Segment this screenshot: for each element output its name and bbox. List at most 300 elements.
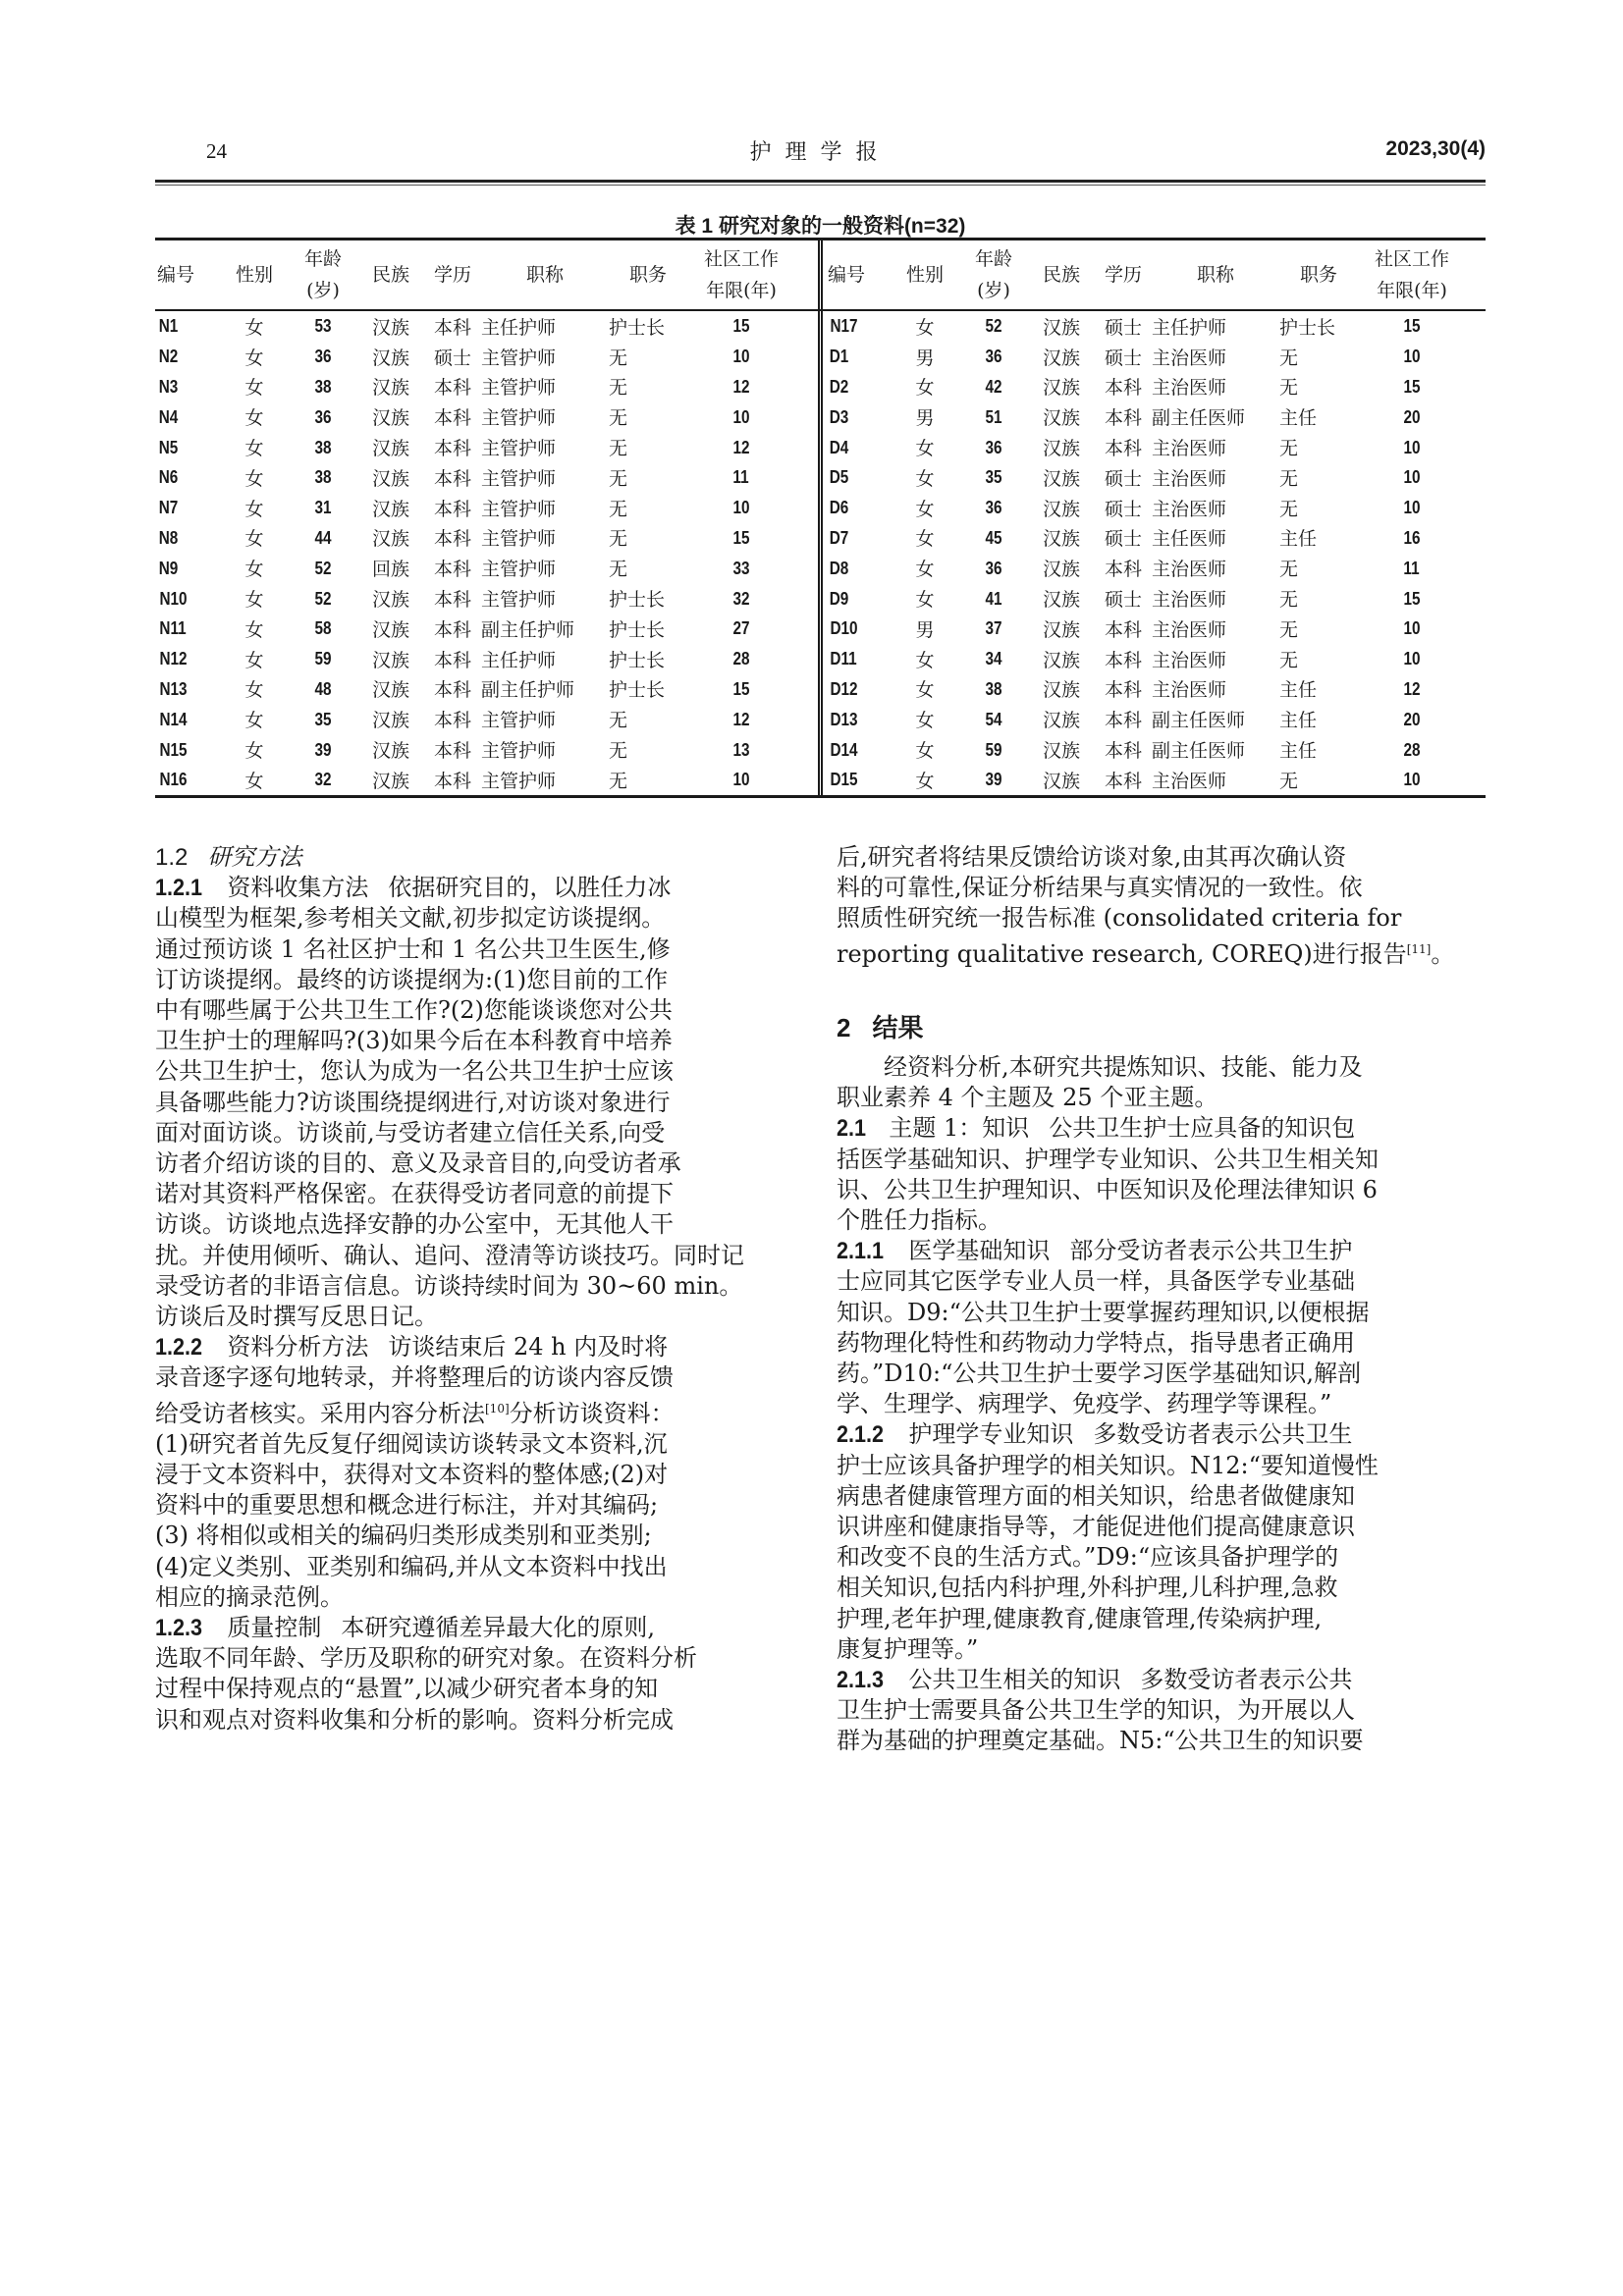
table-row <box>155 644 820 674</box>
table-cell <box>155 527 220 549</box>
table-cell: 主管护师 <box>481 559 557 581</box>
table-cell: 主任 <box>1279 679 1318 702</box>
paragraph-text: 依据研究目的，以胜任力冰 <box>388 874 672 902</box>
table-cell: 主管护师 <box>481 589 557 612</box>
cell-number: 38 <box>314 437 332 457</box>
table-cell <box>820 406 891 428</box>
table-cell: 无 <box>609 770 628 792</box>
column-header <box>959 243 1028 306</box>
table-cell <box>687 769 795 790</box>
text-line: 扰。并使用倾听、确认、追问、澄清等访谈技巧。同时记 <box>155 1241 744 1269</box>
table-row <box>820 553 1485 583</box>
table-cell <box>1358 678 1466 700</box>
table-cell: 本科 <box>1104 559 1142 581</box>
table-cell <box>687 497 795 518</box>
cell-number: D14 <box>830 739 858 760</box>
table-cell <box>1358 558 1466 579</box>
cell-number: 38 <box>314 376 332 397</box>
table-cell <box>959 678 1028 700</box>
cell-number: 15 <box>732 678 750 699</box>
table-header-right <box>820 240 1485 309</box>
text-line: 后,研究者将结果反馈给访谈对象,由其再次确认资 <box>837 843 1347 871</box>
cell-number: 45 <box>985 527 1002 548</box>
cell-number: 54 <box>985 709 1002 729</box>
cell-number: N8 <box>158 527 179 548</box>
table-cell: 主治医师 <box>1152 649 1227 671</box>
cell-number: 12 <box>1403 678 1421 699</box>
table-cell <box>155 709 220 730</box>
cell-number: 10 <box>1403 618 1421 639</box>
table-cell: 汉族 <box>371 710 409 732</box>
table-cell: 女 <box>244 438 264 460</box>
table-cell <box>1358 617 1466 639</box>
cell-number: 42 <box>985 376 1002 397</box>
header-line: 年限(年) <box>1377 280 1447 301</box>
text-line: 识讲座和健康指导等，才能促进他们提高健康意识 <box>837 1513 1355 1541</box>
table-cell: 女 <box>915 770 935 792</box>
cell-number: 32 <box>732 588 750 609</box>
text-line: 括医学基础知识、护理学专业知识、公共卫生相关知 <box>837 1145 1379 1173</box>
section-2-1-number: 2.1 <box>837 1115 867 1143</box>
cell-number: 10 <box>1403 347 1421 367</box>
table-cell: 无 <box>609 438 628 460</box>
table-cell: 无 <box>1279 589 1299 612</box>
table-cell: 汉族 <box>371 589 409 612</box>
table-cell <box>1358 315 1466 337</box>
table-center-divider <box>818 240 823 309</box>
column-header: 编号 <box>828 264 866 286</box>
cell-number: 15 <box>732 527 750 548</box>
table-cell: 女 <box>915 710 935 732</box>
table-row <box>155 342 820 372</box>
text-line: 给受访者核实。采用内容分析法[10]分析访谈资料： <box>155 1399 675 1427</box>
citation: [11] <box>1406 941 1432 956</box>
cell-number: 15 <box>1403 376 1421 397</box>
text-line: 公共卫生护士，您认为成为一名公共卫生护士应该 <box>155 1057 674 1086</box>
table-row <box>155 311 820 342</box>
cell-number: 15 <box>1403 588 1421 609</box>
table-cell: 主管护师 <box>481 438 557 460</box>
table-cell <box>820 588 891 610</box>
table-cell: 无 <box>609 710 628 732</box>
table-cell: 副主任护师 <box>481 618 575 641</box>
table-row <box>820 583 1485 614</box>
text-line: 具备哪些能力?访谈围绕提纲进行,对访谈对象进行 <box>155 1088 671 1116</box>
cell-number: N1 <box>158 316 179 337</box>
table-cell: 护士长 <box>609 618 666 641</box>
text-line: 面对面访谈。访谈前,与受访者建立信任关系,向受 <box>155 1118 666 1147</box>
table-cell: 无 <box>1279 498 1299 520</box>
table-cell: 本科 <box>433 740 471 763</box>
column-header: 编号 <box>157 264 195 286</box>
text-line: 识和观点对资料收集和分析的影响。资料分析完成 <box>155 1705 674 1734</box>
table-cell: 本科 <box>433 316 471 339</box>
cell-number: N2 <box>158 347 179 367</box>
column-header: 职称 <box>525 264 564 286</box>
cell-number: N16 <box>159 770 188 790</box>
table-cell: 主管护师 <box>481 498 557 520</box>
table-cell <box>687 588 795 610</box>
table-cell: 主任护师 <box>1152 316 1227 339</box>
paragraph-text: 访谈结束后 24 h 内及时将 <box>388 1333 669 1362</box>
cell-number: 33 <box>732 558 750 578</box>
column-header: 性别 <box>235 264 273 286</box>
table-row <box>155 553 820 583</box>
cell-number: N17 <box>830 316 858 337</box>
table-cell: 无 <box>1279 649 1299 671</box>
table-cell <box>289 497 357 518</box>
cell-number: 36 <box>314 406 332 427</box>
cell-number: 39 <box>985 770 1002 790</box>
text-line: reporting qualitative research, COREQ)进行报告[11]。 <box>837 939 1455 968</box>
header-row <box>820 240 1485 309</box>
text-line: 学、生理学、病理学、免疫学、药理学等课程。” <box>837 1390 1332 1418</box>
text-line: 药物理化特性和药物动力学特点，指导患者正确用 <box>837 1328 1355 1357</box>
table-cell: 主治医师 <box>1152 770 1227 792</box>
table-cell: 汉族 <box>371 467 409 490</box>
cell-number: 59 <box>314 649 332 669</box>
section-1-2-1 <box>155 873 791 903</box>
table-cell: 汉族 <box>371 347 409 369</box>
cell-number: 11 <box>732 467 750 488</box>
table-cell: 汉族 <box>1042 740 1080 763</box>
table-cell: 本科 <box>433 649 471 671</box>
table-cell <box>959 617 1028 639</box>
table-cell <box>1358 527 1466 549</box>
section-1-2-2-title: 资料分析方法 <box>227 1333 369 1362</box>
table-cell: 本科 <box>433 589 471 612</box>
section-2-1-1 <box>837 1236 1473 1266</box>
header-line: 社区工作 <box>1374 248 1449 270</box>
table-cell: 女 <box>915 377 935 400</box>
table-cell <box>155 466 220 488</box>
column-header <box>687 243 795 306</box>
table-cell: 本科 <box>433 679 471 702</box>
table-cell <box>820 315 891 337</box>
table-cell: 汉族 <box>1042 467 1080 490</box>
table-cell <box>289 315 357 337</box>
text-line: 过程中保持观点的“悬置”,以减少研究者本身的知 <box>155 1675 659 1703</box>
table-cell: 无 <box>609 559 628 581</box>
table-cell <box>959 558 1028 579</box>
cell-number: 44 <box>314 527 332 548</box>
table-cell: 女 <box>915 528 935 551</box>
cell-number: 38 <box>985 678 1002 699</box>
table-cell: 汉族 <box>1042 770 1080 792</box>
section-2-1-3-number: 2.1.3 <box>837 1667 885 1694</box>
table-cell <box>289 648 357 669</box>
table-cell <box>687 739 795 761</box>
table-cell <box>1358 739 1466 761</box>
table-cell <box>289 406 357 428</box>
table-row <box>820 372 1485 402</box>
cell-number: N14 <box>159 709 188 729</box>
table-row <box>820 493 1485 523</box>
text-line: 订访谈提纲。最终的访谈提纲为:(1)您目前的工作 <box>155 965 669 993</box>
header-line: 年限(年) <box>706 280 777 301</box>
table-cell <box>1358 709 1466 730</box>
table-cell <box>289 466 357 488</box>
table-cell: 副主任医师 <box>1152 407 1246 430</box>
text-line: 康复护理等。” <box>837 1634 979 1663</box>
table-body-right <box>820 311 1485 795</box>
table-cell <box>155 769 220 790</box>
table-cell: 女 <box>915 740 935 763</box>
text-line: 经资料分析,本研究共提炼知识、技能、能力及 <box>884 1053 1363 1082</box>
table-cell: 无 <box>1279 438 1299 460</box>
table-cell <box>820 558 891 579</box>
table-cell: 主管护师 <box>481 710 557 732</box>
table-cell <box>820 437 891 458</box>
table-cell: 汉族 <box>371 618 409 641</box>
table-cell <box>820 648 891 669</box>
text-line: 知识。D9:“公共卫生护士要掌握药理知识,以便根据 <box>837 1298 1370 1326</box>
cell-number: 12 <box>732 709 750 729</box>
table-row <box>820 462 1485 493</box>
table-cell <box>959 376 1028 398</box>
table-row <box>155 432 820 462</box>
table-cell <box>687 315 795 337</box>
cell-number: N4 <box>158 406 179 427</box>
table-cell <box>820 527 891 549</box>
column-header: 性别 <box>905 264 944 286</box>
issue-info: 2023,30(4) <box>1385 137 1486 160</box>
table-cell: 本科 <box>433 710 471 732</box>
section-1-2-1-number: 1.2.1 <box>155 875 203 902</box>
section-1-2 <box>155 842 791 873</box>
table-cell: 女 <box>244 528 264 551</box>
table-cell: 汉族 <box>1042 316 1080 339</box>
cell-number: 36 <box>985 498 1002 518</box>
table-row <box>820 704 1485 734</box>
header-line: 年龄 <box>974 248 1012 270</box>
cell-number: 10 <box>1403 467 1421 488</box>
cell-number: D1 <box>829 347 849 367</box>
table-cell: 硕士 <box>1104 528 1142 551</box>
table-cell: 汉族 <box>1042 559 1080 581</box>
table-cell: 无 <box>609 467 628 490</box>
table-cell <box>1358 497 1466 518</box>
table-row <box>820 342 1485 372</box>
cell-number: 12 <box>732 437 750 457</box>
table-cell <box>820 769 891 790</box>
table-cell: 主管护师 <box>481 528 557 551</box>
table-cell <box>820 617 891 639</box>
demographics-table <box>155 238 1486 798</box>
column-header: 职务 <box>1299 264 1337 286</box>
cell-number: D2 <box>829 376 849 397</box>
table-cell <box>1358 346 1466 367</box>
table-cell: 主任护师 <box>481 649 557 671</box>
header-line: 社区工作 <box>703 248 779 270</box>
table-cell <box>959 406 1028 428</box>
table-cell: 女 <box>244 407 264 430</box>
cell-number: D11 <box>830 649 857 669</box>
table-cell <box>687 346 795 367</box>
cell-number: 34 <box>985 649 1002 669</box>
table-cell: 本科 <box>433 467 471 490</box>
text-line: 药。”D10:“公共卫生护士要学习医学基础知识,解剖 <box>837 1360 1362 1388</box>
table-cell: 无 <box>609 347 628 369</box>
table-cell: 男 <box>915 618 935 641</box>
table-cell: 护士长 <box>1279 316 1336 339</box>
cell-number: 32 <box>314 770 332 790</box>
left-column <box>155 842 791 1735</box>
section-number: 2 <box>837 1012 851 1042</box>
table-body-left <box>155 311 820 795</box>
column-header <box>289 243 357 306</box>
cell-number: 38 <box>314 467 332 488</box>
table-cell <box>687 558 795 579</box>
table-cell <box>289 588 357 610</box>
table-cell: 无 <box>1279 770 1299 792</box>
table-cell: 硕士 <box>1104 467 1142 490</box>
cell-number: 36 <box>985 558 1002 578</box>
cell-number: D10 <box>830 618 858 639</box>
cell-number: 41 <box>985 588 1002 609</box>
table-cell: 女 <box>244 377 264 400</box>
table-cell: 本科 <box>1104 407 1142 430</box>
table-cell: 护士长 <box>609 589 666 612</box>
table-cell: 女 <box>915 649 935 671</box>
text-line: 诺对其资料严格保密。在获得受访者同意的前提下 <box>155 1180 674 1208</box>
table-cell: 汉族 <box>1042 438 1080 460</box>
table-cell <box>687 376 795 398</box>
table-cell <box>289 437 357 458</box>
section-2-1-1-number: 2.1.1 <box>837 1238 885 1265</box>
table-cell: 主治医师 <box>1152 679 1227 702</box>
cell-number: 10 <box>1403 498 1421 518</box>
cell-number: N10 <box>159 588 188 609</box>
cell-number: N13 <box>159 678 188 699</box>
cell-number: 20 <box>1403 406 1421 427</box>
table-cell: 女 <box>244 316 264 339</box>
section-1-2-3-title: 质量控制 <box>227 1614 322 1642</box>
table-cell: 汉族 <box>371 377 409 400</box>
table-cell: 汉族 <box>371 740 409 763</box>
table-cell <box>959 648 1028 669</box>
cell-number: 28 <box>1403 739 1421 760</box>
table-row <box>155 583 820 614</box>
table-cell: 女 <box>244 589 264 612</box>
table-cell: 主管护师 <box>481 467 557 490</box>
table-cell: 主任 <box>1279 528 1318 551</box>
text-line: 中有哪些属于公共卫生工作?(2)您能谈谈您对公共 <box>155 996 673 1025</box>
table-cell: 主任 <box>1279 740 1318 763</box>
table-cell: 护士长 <box>609 316 666 339</box>
table-cell: 女 <box>244 347 264 369</box>
table-cell: 硕士 <box>1104 347 1142 369</box>
table-cell <box>820 346 891 367</box>
table-cell: 主任医师 <box>1152 528 1227 551</box>
paragraph-text: 部分受访者表示公共卫生护 <box>1069 1237 1353 1265</box>
cell-number: 58 <box>314 618 332 639</box>
table-cell <box>959 437 1028 458</box>
table-cell <box>155 678 220 700</box>
table-cell <box>155 739 220 761</box>
section-2-1-1-title: 医学基础知识 <box>908 1237 1051 1265</box>
table-cell: 本科 <box>1104 438 1142 460</box>
cell-number: 37 <box>985 618 1002 639</box>
table-cell <box>289 617 357 639</box>
table-row <box>155 704 820 734</box>
column-header <box>1358 243 1466 306</box>
cell-number: 35 <box>985 467 1002 488</box>
table-cell: 女 <box>244 770 264 792</box>
table-cell: 护士长 <box>609 649 666 671</box>
table-cell: 汉族 <box>1042 407 1080 430</box>
text-line: 护士应该具备护理学的相关知识。N12:“要知道慢性 <box>837 1451 1379 1479</box>
cell-number: N3 <box>158 376 179 397</box>
header-line: (岁) <box>977 280 1010 301</box>
table-cell <box>687 437 795 458</box>
table-cell: 无 <box>1279 467 1299 490</box>
header-line: (岁) <box>306 280 340 301</box>
cell-number: N9 <box>158 558 179 578</box>
cell-number: D13 <box>830 709 858 729</box>
cell-number: 10 <box>732 498 750 518</box>
table-cell <box>959 466 1028 488</box>
cell-number: D4 <box>829 437 849 457</box>
table-cell: 汉族 <box>1042 528 1080 551</box>
paragraph-text: 本研究遵循差异最大化的原则, <box>341 1614 656 1642</box>
cell-number: D5 <box>829 467 849 488</box>
citation: [10] <box>485 1401 510 1415</box>
table-cell <box>820 376 891 398</box>
table-cell: 女 <box>244 498 264 520</box>
table-cell: 副主任医师 <box>1152 710 1246 732</box>
table-cell <box>155 497 220 518</box>
table-row <box>155 493 820 523</box>
table-row <box>820 523 1485 554</box>
cell-number: D8 <box>829 558 849 578</box>
table-cell: 副主任护师 <box>481 679 575 702</box>
text-line: 山模型为框架,参考相关文献,初步拟定访谈提纲。 <box>155 904 666 933</box>
table-cell <box>820 739 891 761</box>
table-cell: 汉族 <box>1042 618 1080 641</box>
running-header <box>155 135 1486 175</box>
table-cell <box>687 466 795 488</box>
table-cell <box>820 709 891 730</box>
text-line: 个胜任力指标。 <box>837 1206 1001 1235</box>
header-line: 年龄 <box>303 248 342 270</box>
cell-number: 35 <box>314 709 332 729</box>
table-cell <box>959 739 1028 761</box>
table-cell: 汉族 <box>1042 679 1080 702</box>
table-cell: 无 <box>1279 377 1299 400</box>
table-cell: 汉族 <box>371 438 409 460</box>
cell-number: D9 <box>829 588 849 609</box>
cell-number: 27 <box>732 618 750 639</box>
table-cell: 女 <box>244 740 264 763</box>
table-row <box>155 372 820 402</box>
table-cell <box>959 527 1028 549</box>
table-cell: 主管护师 <box>481 740 557 763</box>
cell-number: D12 <box>830 678 858 699</box>
table-cell <box>155 648 220 669</box>
section-2-1-title: 主题 1：知识 <box>889 1114 1030 1143</box>
table-cell: 硕士 <box>1104 589 1142 612</box>
cell-number: 10 <box>1403 437 1421 457</box>
table-row <box>155 765 820 795</box>
table-cell: 汉族 <box>1042 589 1080 612</box>
text-line: 护理,老年护理,健康教育,健康管理,传染病护理, <box>837 1604 1323 1632</box>
table-cell: 副主任医师 <box>1152 740 1246 763</box>
table-cell: 主管护师 <box>481 407 557 430</box>
column-header: 职称 <box>1196 264 1234 286</box>
table-cell <box>687 709 795 730</box>
table-cell: 男 <box>915 347 935 369</box>
